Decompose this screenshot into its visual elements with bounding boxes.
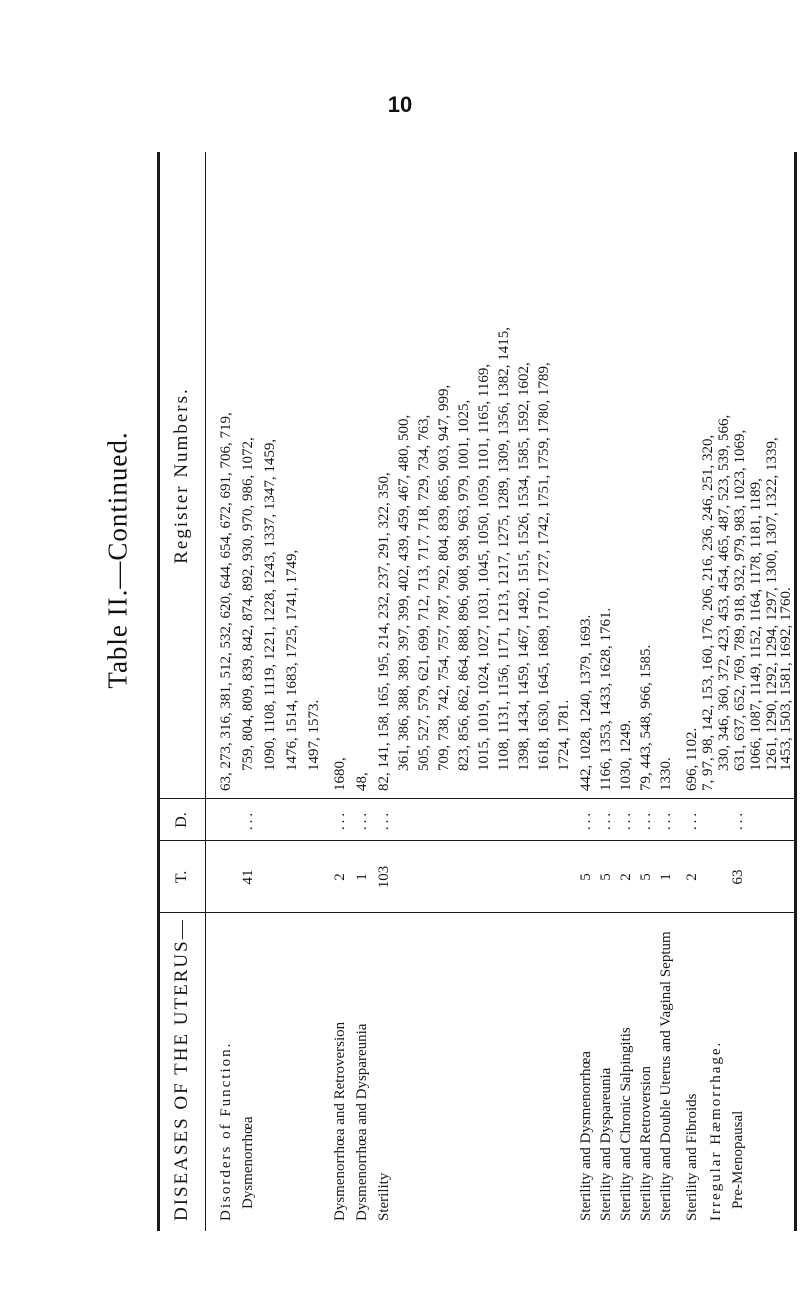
register-line: 1090, 1108, 1119, 1221, 1228, 1243, 1337, 1347, 1459, bbox=[262, 438, 278, 771]
register-line: 1166, 1353, 1433, 1628, 1761. bbox=[598, 607, 614, 791]
register-line: 1453, 1503, 1581, 1692, 1760. bbox=[778, 587, 794, 771]
register-line: 82, 141, 158, 165, 195, 214, 232, 237, 291, 322, 350, bbox=[376, 472, 392, 791]
row-d-sterility-fibroids: ... bbox=[684, 809, 700, 831]
row-t-dysmenorrhoea-retroversion: 2 bbox=[332, 873, 348, 881]
register-line: 330, 346, 360, 372, 423, 453, 454, 465, 487, 523, 539, 566, bbox=[716, 414, 732, 771]
register-line: 442, 1028, 1240, 1379, 1693. bbox=[578, 614, 594, 791]
row-d-sterility: ... bbox=[376, 809, 392, 831]
row-d-pre-menopausal: ... bbox=[730, 809, 746, 831]
register-line: 759, 804, 809, 839, 842, 874, 892, 930, 970, 986, 1072, bbox=[240, 437, 256, 771]
row-d-sterility-salpingitis: ... bbox=[618, 809, 634, 831]
row-name-sterility-dyspareunia: Sterility and Dyspareunia bbox=[598, 1067, 614, 1221]
header-rule bbox=[205, 152, 206, 1231]
row-t-sterility-retroversion: 5 bbox=[638, 873, 654, 881]
register-table-rotated bbox=[153, 152, 800, 1231]
row-name-sterility: Sterility bbox=[376, 1172, 392, 1221]
row-d-dysmenorrhoea: ... bbox=[240, 809, 256, 831]
row-t-pre-menopausal: 63 bbox=[730, 869, 746, 885]
section-heading-irregular: Irregular Hæmorrhage. bbox=[708, 1040, 724, 1221]
row-d-sterility-double-uterus: ... bbox=[658, 809, 674, 831]
row-name-sterility-double-uterus: Sterility and Double Uterus and Vaginal Septum bbox=[658, 931, 674, 1221]
register-line: 1261, 1290, 1292, 1294, 1297, 1300, 1307, 1322, 1339, bbox=[764, 437, 780, 771]
row-t-dysmenorrhoea: 41 bbox=[240, 869, 256, 885]
register-line: 1030, 1249. bbox=[618, 719, 634, 791]
table-caption: Table II.—Continued. bbox=[102, 431, 133, 689]
section-heading-function: Disorders of Function. bbox=[218, 1041, 234, 1221]
register-line: 1398, 1434, 1459, 1467, 1492, 1515, 1526, 1534, 1585, 1592, 1602, bbox=[516, 362, 532, 771]
register-line: 1108, 1131, 1156, 1171, 1213, 1217, 1275, 1289, 1309, 1356, 1382, 1415, bbox=[496, 326, 512, 771]
register-column-header: Register Numbers. bbox=[171, 387, 192, 564]
register-line: 823, 856, 862, 864, 888, 896, 908, 938, 963, 979, 1001, 1025, bbox=[456, 399, 472, 771]
register-line: 1066, 1087, 1149, 1152, 1164, 1178, 1181, 1189, bbox=[748, 478, 764, 771]
register-line: 1015, 1019, 1024, 1027, 1031, 1045, 1050, 1059, 1101, 1165, 1169, bbox=[476, 363, 492, 771]
register-line: 505, 527, 579, 621, 699, 712, 713, 717, 718, 729, 734, 763, bbox=[416, 414, 432, 771]
register-line: 696, 1102. bbox=[684, 727, 700, 791]
row-t-sterility: 103 bbox=[376, 865, 392, 889]
row-name-dysmenorrhoea-dyspareunia: Dysmenorrhœa and Dyspareunia bbox=[354, 1023, 370, 1221]
d-column-header: D. bbox=[173, 812, 190, 828]
row-d-dysmenorrhoea-dyspareunia: ... bbox=[354, 809, 370, 831]
row-d-sterility-dyspareunia: ... bbox=[598, 809, 614, 831]
register-line: 1724, 1781. bbox=[556, 699, 572, 771]
row-name-sterility-fibroids: Sterility and Fibroids bbox=[684, 1093, 700, 1221]
page-number: 10 bbox=[387, 92, 413, 117]
register-line: 709, 738, 742, 754, 757, 787, 792, 804, 839, 865, 903, 947, 999, bbox=[436, 384, 452, 771]
row-t-sterility-salpingitis: 2 bbox=[618, 873, 634, 881]
register-line: 63, 273, 316, 381, 512, 532, 620, 644, 654, 672, 691, 706, 719, bbox=[218, 412, 234, 791]
row-t-sterility-fibroids: 2 bbox=[684, 873, 700, 881]
row-d-sterility-retroversion: ... bbox=[638, 809, 654, 831]
register-line: 1330. bbox=[658, 757, 674, 791]
register-line: 1618, 1630, 1645, 1689, 1710, 1727, 1742, 1751, 1759, 1780, 1789, bbox=[536, 362, 552, 771]
top-rule bbox=[157, 152, 160, 1231]
row-name-dysmenorrhoea: Dysmenorrhœa bbox=[240, 1116, 256, 1209]
disease-column-header: DISEASES OF THE UTERUS— bbox=[171, 918, 192, 1221]
register-line: 1680, bbox=[332, 757, 348, 791]
row-name-dysmenorrhoea-retroversion: Dysmenorrhœa and Retroversion bbox=[332, 1021, 348, 1221]
register-line: 1497, 1573. bbox=[306, 699, 322, 771]
row-name-sterility-salpingitis: Sterility and Chronic Salpingitis bbox=[618, 1027, 634, 1221]
register-line: 79, 443, 548, 966, 1585. bbox=[638, 644, 654, 791]
t-column-header: T. bbox=[173, 870, 190, 884]
row-name-sterility-dysmenorrhoea: Sterility and Dysmenorrhœa bbox=[578, 1051, 594, 1221]
register-line: 48, bbox=[354, 772, 370, 791]
row-t-sterility-dysmenorrhoea: 5 bbox=[578, 873, 594, 881]
register-line: 631, 637, 652, 769, 789, 918, 932, 979, 983, 1023, 1069, bbox=[732, 429, 748, 771]
register-line: 7, 97, 98, 142, 153, 160, 176, 206, 216, 236, 246, 251, 320, bbox=[700, 434, 716, 791]
row-name-sterility-retroversion: Sterility and Retroversion bbox=[638, 1066, 654, 1221]
row-t-sterility-dyspareunia: 5 bbox=[598, 873, 614, 881]
register-table bbox=[153, 152, 800, 1231]
register-line: 1476, 1514, 1683, 1725, 1741, 1749, bbox=[284, 549, 300, 771]
register-line: 361, 386, 388, 389, 397, 399, 402, 439, 459, 467, 480, 500, bbox=[396, 414, 412, 771]
row-d-dysmenorrhoea-retroversion: ... bbox=[332, 809, 348, 831]
row-t-sterility-double-uterus: 1 bbox=[658, 873, 674, 881]
row-name-pre-menopausal: Pre-Menopausal bbox=[730, 1110, 746, 1209]
row-d-sterility-dysmenorrhoea: ... bbox=[578, 809, 594, 831]
row-t-dysmenorrhoea-dyspareunia: 1 bbox=[354, 873, 370, 881]
